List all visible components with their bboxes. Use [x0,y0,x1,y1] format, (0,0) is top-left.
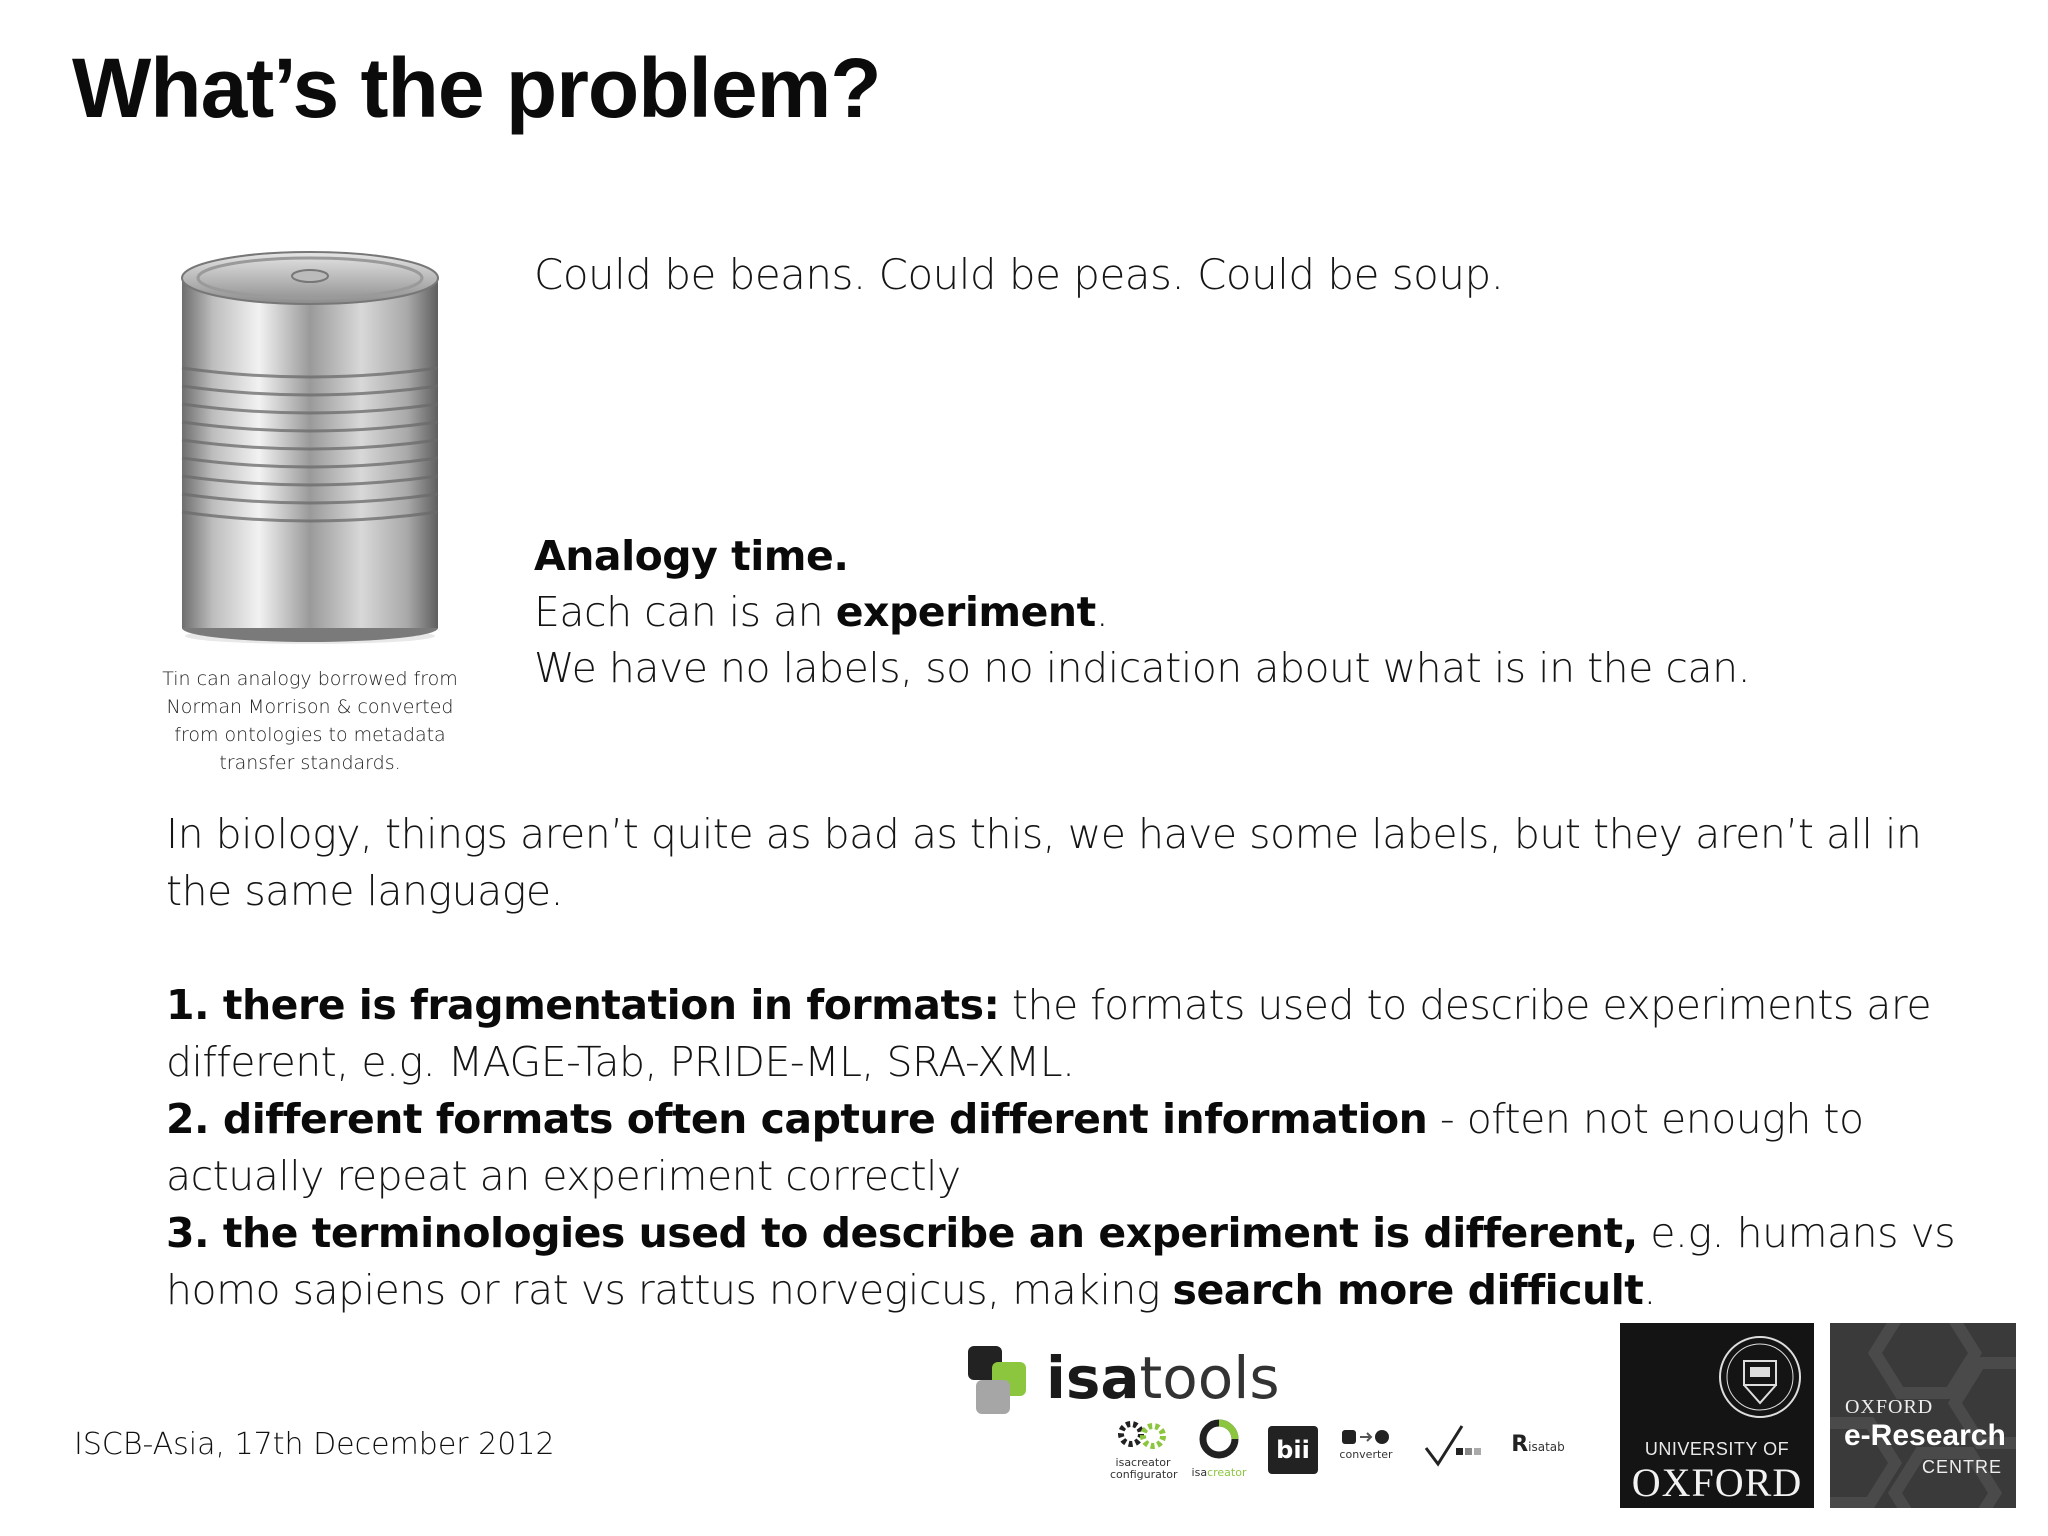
image-caption: Tin can analogy borrowed from Norman Morrison & converted from ontologies to metadata transfer standards. [162,668,458,774]
converter-logo [1336,1428,1396,1461]
risatab-rest: isatab [1528,1440,1565,1454]
check-icon [1422,1422,1482,1470]
point-3-text-2: . [1643,1266,1656,1314]
point-1-text: the formats used to describe experiments are different, e.g. MAGE-Tab, PRIDE-ML, SRA-XML. [166,981,1932,1086]
slide-title: What’s the problem? [72,41,881,135]
point-1-bold: 1. there is fragmentation in formats: [166,981,1000,1029]
point-2-text: - often not enough to actually repeat an experiment correctly [166,1095,1864,1200]
validator-logo [1422,1422,1482,1473]
isatools-word-isa: isa [1046,1344,1140,1412]
isatools-mark-icon [968,1346,1028,1416]
intro-paragraph: In biology, things aren’t quite as bad as this, we have some labels, but they aren’t all in the same language. [166,810,1922,915]
oxford-crest-icon [1620,1323,1814,1443]
isacreator-rest: creator [1207,1466,1247,1479]
isatools-wordmark [1046,1344,1280,1412]
oerc-line-1: OXFORD [1845,1396,1934,1418]
isatools-word-tools: tools [1139,1344,1280,1412]
analogy-line-2-post: . [1095,588,1109,636]
analogy-line-3: We have no labels, so no indication about what is in the can. [534,644,1751,692]
footer-text: ISCB-Asia, 17th December 2012 [74,1427,555,1462]
tagline-text: Could be beans. Could be peas. Could be soup. [534,250,1504,299]
oerc-line-2: e-Research [1844,1419,2006,1452]
body-text [166,806,1996,1319]
tin-can-image [170,248,450,648]
analogy-line-2-pre: Each can is an [534,588,836,636]
analogy-line-2 [534,584,1750,640]
bii-text: bii [1276,1436,1310,1464]
analogy-heading: Analogy time. [534,532,849,580]
point-3-bold-2: search more difficult [1172,1266,1644,1314]
point-2 [166,1091,1996,1205]
risatab-r: R [1511,1432,1529,1457]
paragraph-spacer [166,920,1996,977]
point-3-text: e.g. humans vs homo sapiens or rat vs rattus norvegicus, making [166,1209,1956,1314]
configurator-sub: configurator [1110,1468,1178,1481]
converter-label: converter [1339,1448,1393,1461]
risatab-logo [1508,1432,1568,1457]
isacreator-name [1186,1467,1252,1479]
oxford-name: OXFORD [1631,1460,1803,1505]
analogy-block [534,528,1750,696]
tin-can-svg [170,248,450,648]
oxford-university-logo [1620,1323,1814,1508]
oerc-line-3: CENTRE [1921,1457,2002,1477]
gears-icon [1115,1418,1171,1454]
oxford-university-of: UNIVERSITY OF [1644,1439,1790,1459]
configurator-name: isacreator [1115,1456,1171,1469]
isacreator-logo [1186,1418,1252,1479]
converter-icon [1338,1428,1394,1446]
tool-logos-row [1110,1418,1570,1486]
analogy-line-2-bold: experiment [835,588,1096,636]
oerc-logo [1830,1323,2016,1508]
configurator-logo [1110,1418,1176,1481]
point-1 [166,977,1996,1091]
point-3-bold: 3. the terminologies used to describe an experiment is different, [166,1209,1638,1257]
bii-logo [1268,1426,1318,1474]
ring-icon [1196,1418,1242,1460]
point-2-bold: 2. different formats often capture different information [166,1095,1428,1143]
isacreator-isa: isa [1191,1466,1208,1479]
point-3 [166,1205,1996,1319]
